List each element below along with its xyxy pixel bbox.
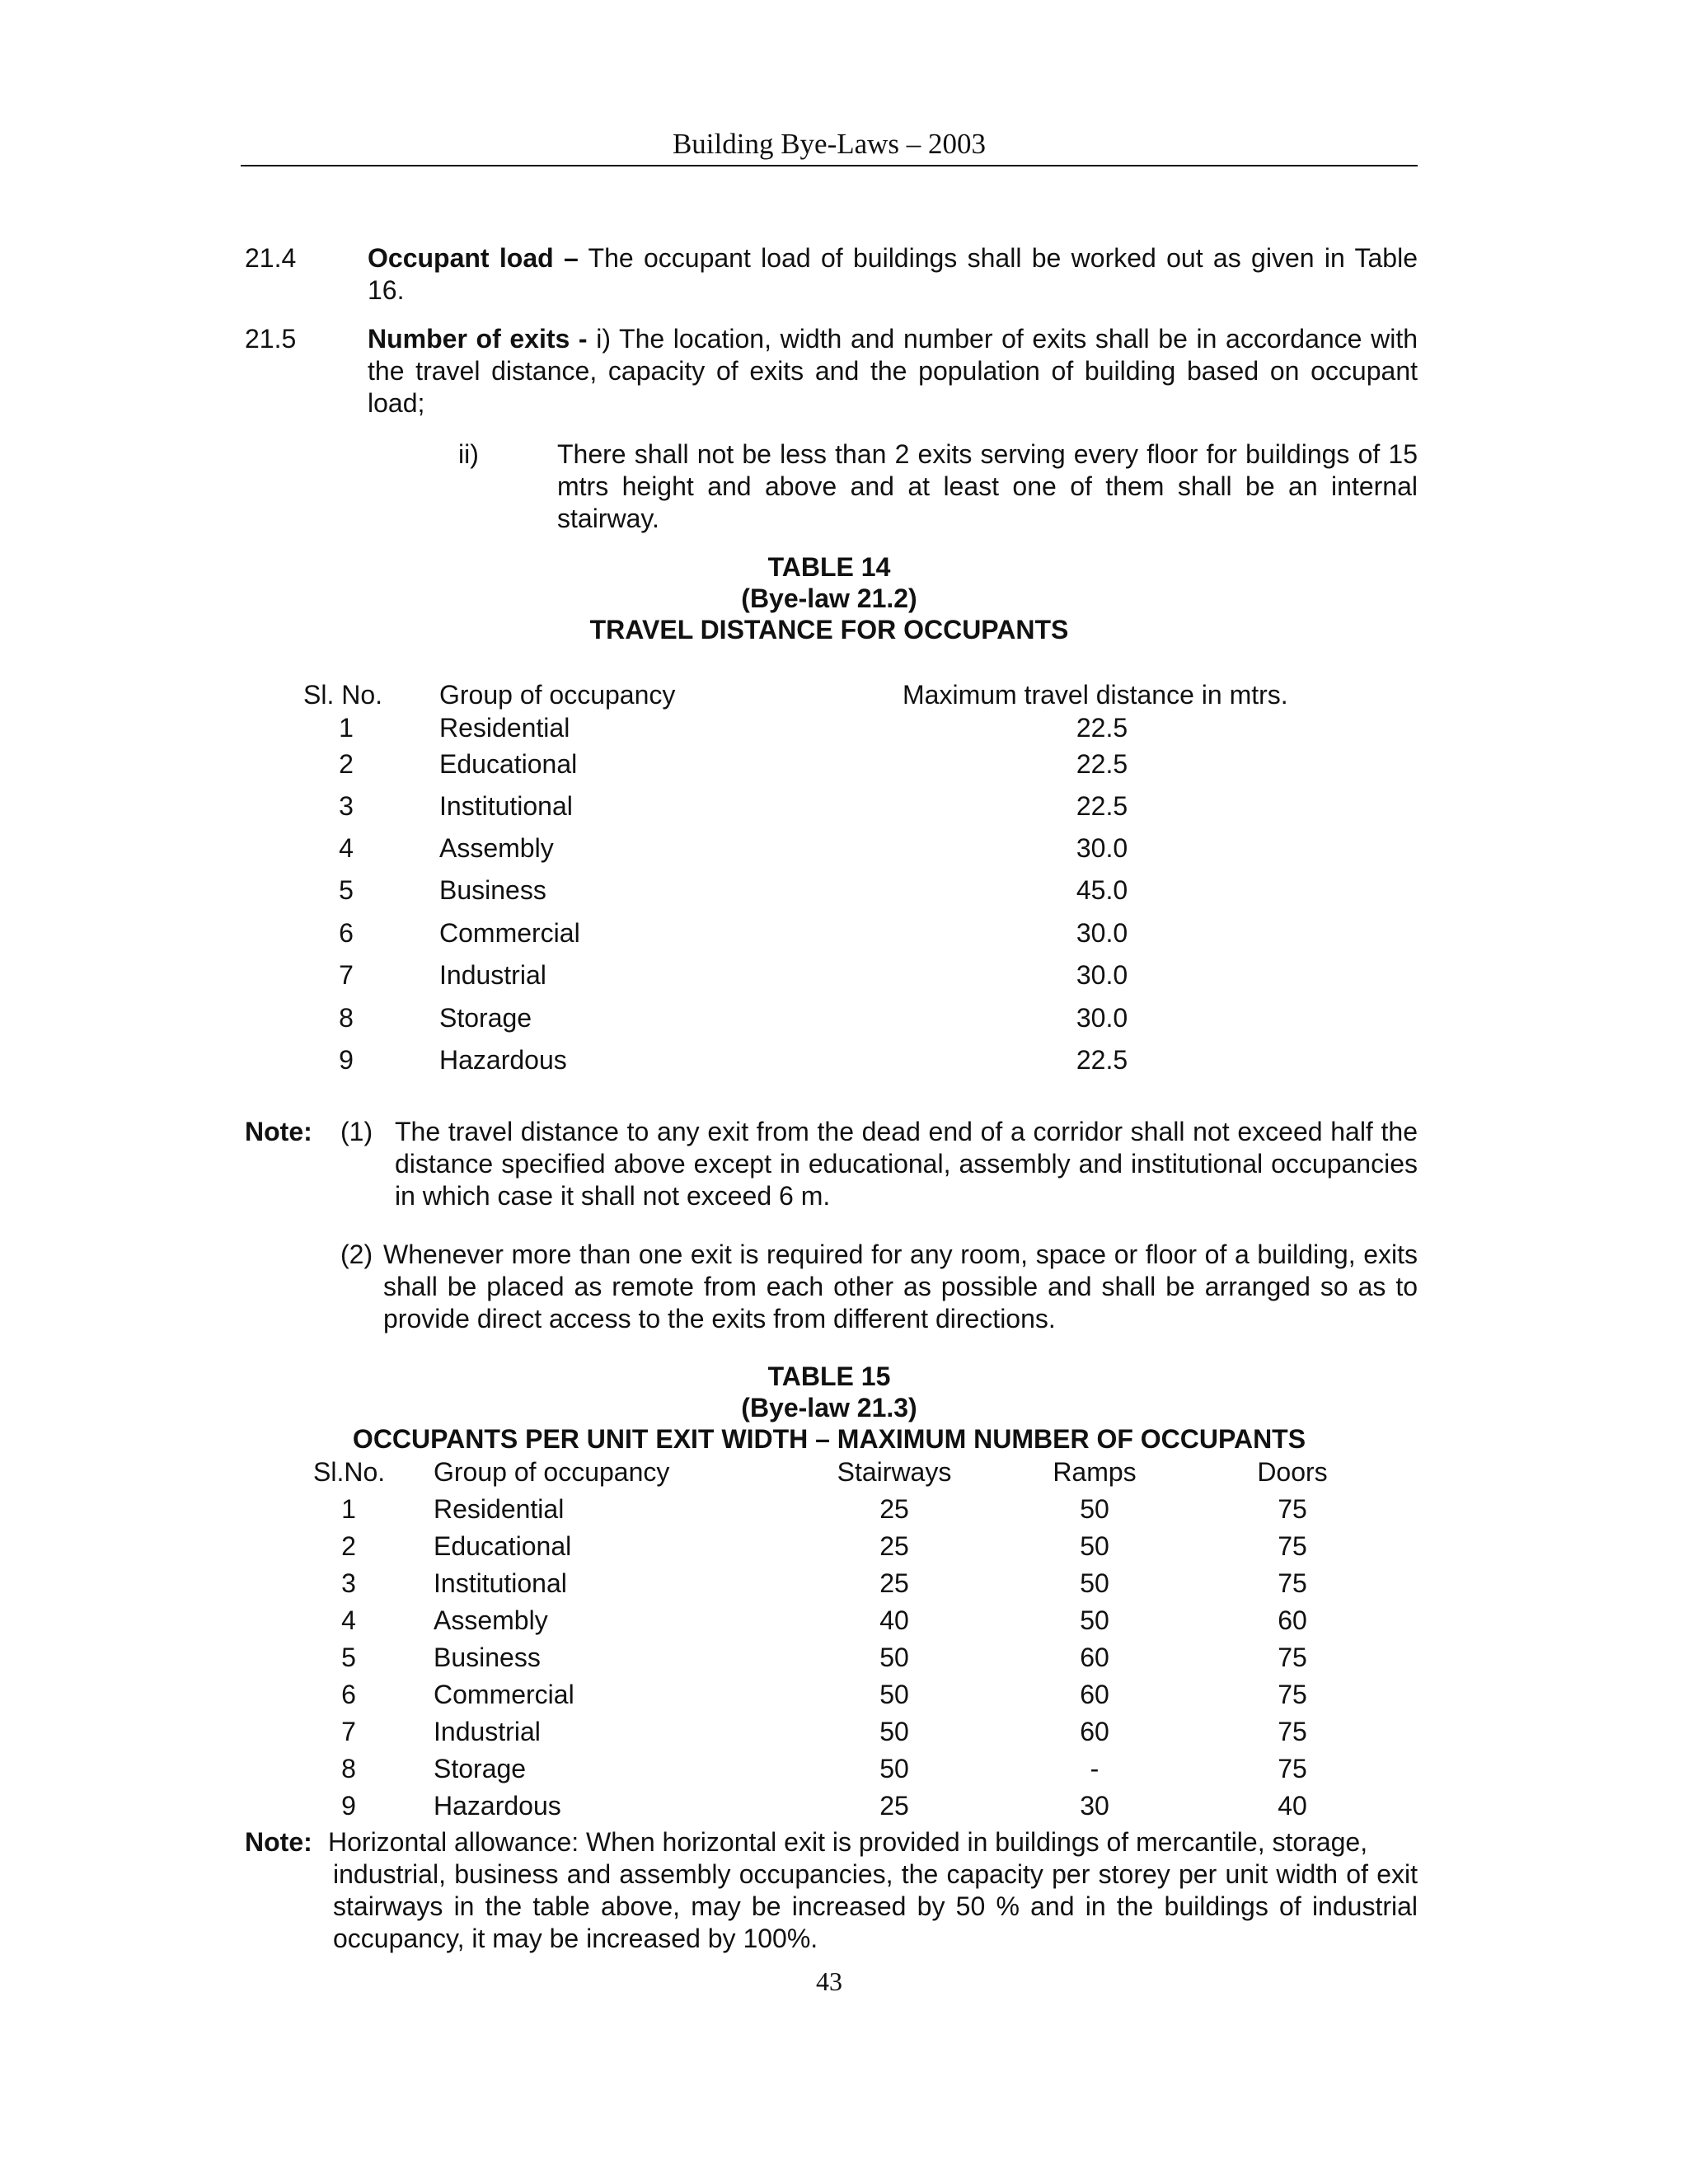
table14-ref: (Bye-law 21.2) [741,583,917,613]
table15-cell-ramps: 30 [1080,1791,1109,1821]
table15-cell-stairways: 50 [879,1643,909,1672]
note-text: The travel distance to any exit from the dead end of a corridor shall not exceed half the distance specified above except in educational, assembly and institutional occupancies in which case it shall not exceed 6 m. [395,1117,1418,1211]
note-text-first-line: Horizontal allowance: When horizontal exit is provided in buildings of mercantile, storage, [328,1827,1368,1857]
table14-cell-group: Business [439,875,546,905]
section-text: The occupant load of buildings shall be worked out as given in Table 16. [368,243,1418,305]
sub-clause-label: ii) [458,439,479,469]
table14-cell-group: Residential [439,713,570,743]
table14-cell-slno: 9 [339,1045,354,1075]
table14-cell-distance: 45.0 [1076,875,1128,905]
table14-col-header: Maximum travel distance in mtrs. [903,680,1288,710]
table14-heading: TRAVEL DISTANCE FOR OCCUPANTS [589,615,1069,644]
section-heading: Occupant load – [368,243,579,273]
table15-cell-ramps: 60 [1080,1717,1109,1746]
table15-cell-doors: 75 [1278,1643,1307,1672]
table15-cell-stairways: 25 [879,1494,909,1524]
table14-cell-distance: 22.5 [1076,791,1128,821]
table15-cell-group: Hazardous [434,1791,561,1821]
table15-cell-group: Industrial [434,1717,541,1746]
table15-cell-ramps: 50 [1080,1568,1109,1598]
table14-cell-distance: 30.0 [1076,1003,1128,1033]
table14-cell-distance: 30.0 [1076,960,1128,990]
table15-cell-stairways: 50 [879,1680,909,1709]
table15-cell-slno: 8 [341,1754,356,1783]
table15-cell-ramps: 50 [1080,1531,1109,1561]
page-number: 43 [816,1966,842,1996]
table14-cell-group: Storage [439,1003,532,1033]
note-label: Note: [245,1117,312,1146]
note-text: industrial, business and assembly occupancies, the capacity per storey per unit width of exit stairways in the table above, may be increased by 50 % and in the buildings of industrial occupancy, it may be increased by 100%. [333,1859,1418,1953]
table15-cell-doors: 75 [1278,1680,1307,1709]
table15-col-header: Group of occupancy [434,1457,670,1487]
table15-cell-slno: 4 [341,1605,356,1635]
table14-cell-distance: 22.5 [1076,749,1128,779]
table14-cell-slno: 4 [339,833,354,863]
table15-ref: (Bye-law 21.3) [741,1393,917,1422]
table15-col-header: Doors [1257,1457,1328,1487]
table15-cell-stairways: 50 [879,1754,909,1783]
sub-clause-text: There shall not be less than 2 exits serving every floor for buildings of 15 mtrs height and above and at least one of them shall be an internal stairway. [557,439,1418,533]
table15-cell-group: Storage [434,1754,527,1783]
table15-cell-doors: 75 [1278,1754,1307,1783]
section-number: 21.5 [245,324,297,354]
table14-cell-slno: 8 [339,1003,354,1033]
table15-cell-doors: 60 [1278,1605,1307,1635]
table15-cell-stairways: 25 [879,1531,909,1561]
table15-cell-slno: 5 [341,1643,356,1672]
table15-cell-slno: 3 [341,1568,356,1598]
table14-cell-distance: 22.5 [1076,1045,1128,1075]
table14-cell-slno: 6 [339,918,354,948]
table15-cell-group: Residential [434,1494,565,1524]
table14-cell-slno: 2 [339,749,354,779]
table14-cell-group: Educational [439,749,578,779]
note-number: (1) [340,1117,373,1146]
table15-cell-stairways: 25 [879,1791,909,1821]
table14-col-header: Sl. No. [303,680,383,710]
header-rule [241,165,1418,166]
table15-cell-group: Assembly [434,1605,548,1635]
table15-title: TABLE 15 [767,1361,891,1391]
table15-col-header: Sl.No. [313,1457,386,1487]
section-21-4-paragraph [368,242,1418,307]
table15-heading: OCCUPANTS PER UNIT EXIT WIDTH – MAXIMUM NUMBER OF OCCUPANTS [352,1424,1306,1454]
table14-cell-group: Hazardous [439,1045,567,1075]
table14-col-header: Group of occupancy [439,680,676,710]
table14-cell-group: Commercial [439,918,580,948]
table15-cell-slno: 1 [341,1494,356,1524]
table15-cell-ramps: 60 [1080,1643,1109,1672]
table15-cell-group: Commercial [434,1680,574,1709]
table14-cell-distance: 22.5 [1076,713,1128,743]
section-text: i) The location, width and number of exits shall be in accordance with the travel distance, capacity of exits and the population of building based on occupant load; [368,324,1418,418]
table15-cell-doors: 75 [1278,1531,1307,1561]
table14-cell-slno: 3 [339,791,354,821]
table14-cell-distance: 30.0 [1076,833,1128,863]
table15-cell-group: Business [434,1643,541,1672]
table14-cell-group: Institutional [439,791,573,821]
table15-cell-stairways: 25 [879,1568,909,1598]
table15-col-header: Ramps [1053,1457,1137,1487]
table15-cell-ramps: 50 [1080,1494,1109,1524]
note-label: Note: [245,1827,312,1857]
section-heading: Number of exits - [368,324,588,354]
table15-cell-ramps: 50 [1080,1605,1109,1635]
table14-title: TABLE 14 [767,552,891,582]
table15-cell-group: Institutional [434,1568,567,1598]
table15-cell-ramps: - [1090,1754,1100,1783]
table14-cell-slno: 1 [339,713,354,743]
table15-cell-slno: 2 [341,1531,356,1561]
section-number: 21.4 [245,243,297,273]
note-number: (2) [340,1240,373,1269]
table15-cell-stairways: 40 [879,1605,909,1635]
table15-cell-doors: 75 [1278,1568,1307,1598]
table15-cell-ramps: 60 [1080,1680,1109,1709]
table14-cell-group: Assembly [439,833,554,863]
note-text: Whenever more than one exit is required for any room, space or floor of a building, exits shall be placed as remote from each other as possible and shall be arranged so as to provide direct access to the exits from different directions. [383,1240,1418,1333]
table14-cell-slno: 7 [339,960,354,990]
page-header-title: Building Bye-Laws – 2003 [672,128,987,160]
section-21-5-paragraph [368,323,1418,419]
table15-cell-slno: 9 [341,1791,356,1821]
table15-cell-doors: 75 [1278,1494,1307,1524]
table15-cell-slno: 7 [341,1717,356,1746]
table14-cell-distance: 30.0 [1076,918,1128,948]
table15-col-header: Stairways [837,1457,952,1487]
table15-cell-doors: 40 [1278,1791,1307,1821]
table15-cell-doors: 75 [1278,1717,1307,1746]
table15-cell-stairways: 50 [879,1717,909,1746]
table14-cell-group: Industrial [439,960,546,990]
table14-cell-slno: 5 [339,875,354,905]
table15-cell-slno: 6 [341,1680,356,1709]
table15-cell-group: Educational [434,1531,572,1561]
